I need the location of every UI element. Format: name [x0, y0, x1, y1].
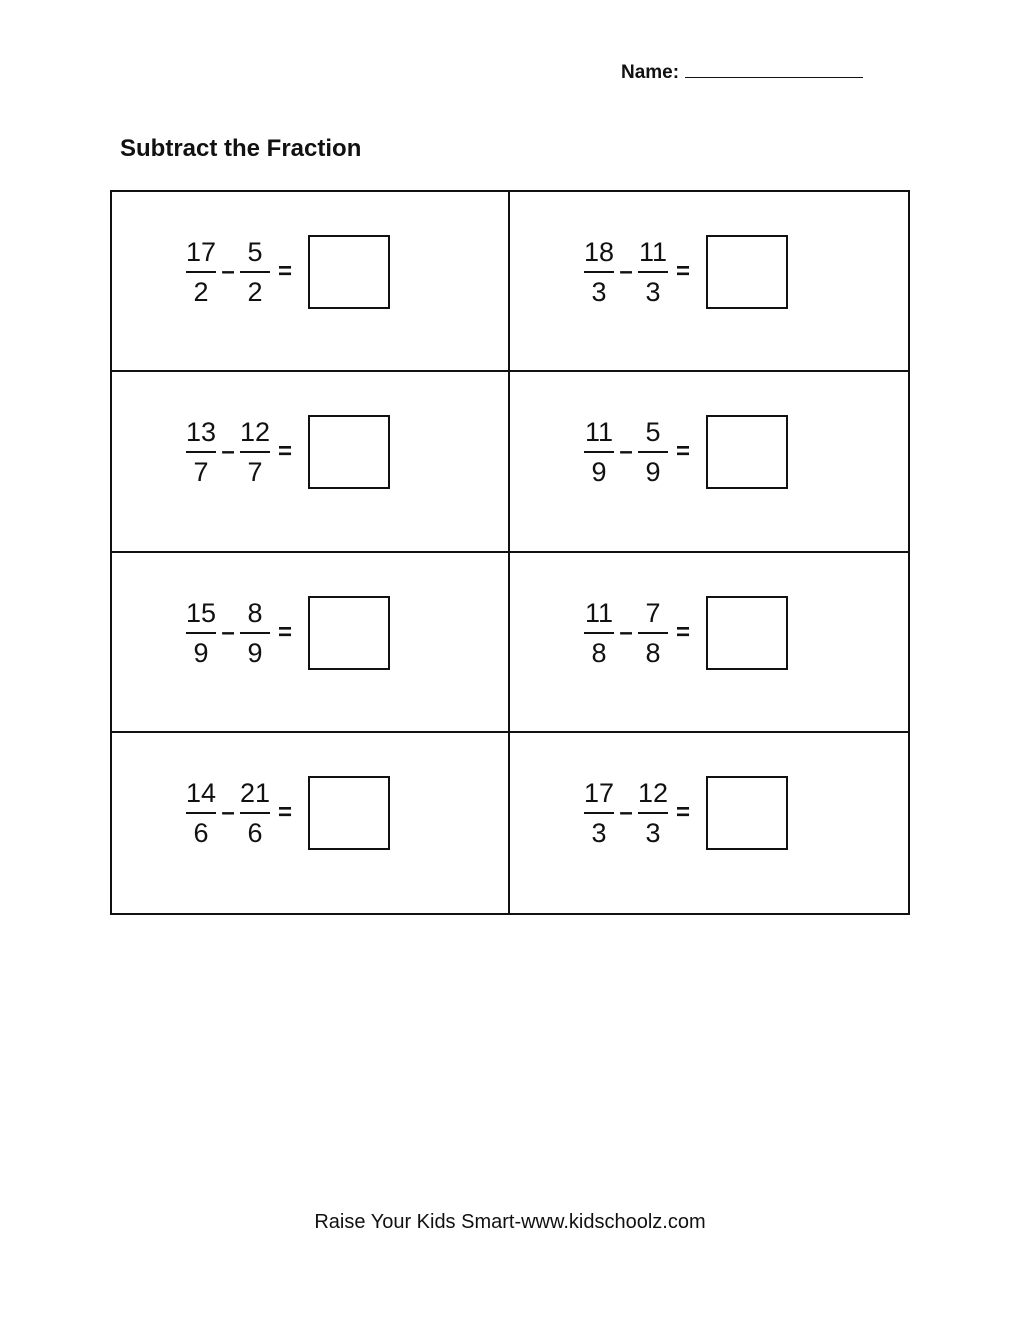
equals-sign: =	[277, 618, 292, 646]
fraction-b	[238, 235, 272, 309]
fraction-b	[636, 596, 670, 670]
denominator: 9	[645, 457, 661, 488]
denominator: 7	[193, 457, 209, 488]
subtraction-expression	[582, 412, 788, 492]
numerator: 17	[186, 235, 216, 273]
numerator: 12	[638, 776, 668, 814]
minus-sign: –	[221, 618, 235, 646]
numerator: 11	[584, 596, 614, 634]
fraction-a	[184, 415, 218, 489]
fraction-b	[238, 596, 272, 670]
answer-box[interactable]	[706, 776, 788, 850]
denominator: 9	[247, 637, 263, 668]
minus-sign: –	[619, 258, 633, 285]
fraction-a	[582, 596, 616, 670]
fraction-b	[636, 415, 670, 489]
subtraction-expression	[184, 773, 390, 853]
numerator: 8	[240, 596, 270, 634]
equals-sign: =	[675, 798, 690, 826]
fraction-b	[238, 776, 272, 850]
minus-sign: –	[619, 438, 633, 466]
numerator: 12	[240, 415, 270, 453]
denominator: 6	[193, 817, 209, 848]
problem-cell	[112, 553, 510, 733]
fraction-a	[582, 235, 616, 309]
fraction-a	[582, 415, 616, 489]
numerator: 11	[584, 415, 614, 453]
minus-sign: –	[221, 258, 235, 285]
answer-box[interactable]	[706, 415, 788, 489]
problem-cell	[112, 192, 510, 372]
fraction-a	[184, 235, 218, 309]
subtraction-expression	[184, 593, 390, 673]
problem-cell	[510, 553, 908, 733]
answer-box[interactable]	[706, 596, 788, 670]
subtraction-expression	[184, 232, 390, 312]
problem-cell	[112, 733, 510, 913]
equals-sign: =	[675, 618, 690, 646]
denominator: 6	[247, 817, 263, 848]
numerator: 21	[240, 776, 270, 814]
numerator: 18	[584, 235, 614, 273]
denominator: 8	[645, 637, 661, 668]
denominator: 2	[247, 277, 263, 307]
fraction-b	[238, 415, 272, 489]
minus-sign: –	[221, 438, 235, 466]
numerator: 15	[186, 596, 216, 634]
denominator: 7	[247, 457, 263, 488]
problem-cell	[510, 192, 908, 372]
equals-sign: =	[277, 258, 292, 285]
answer-box[interactable]	[308, 776, 390, 850]
numerator: 14	[186, 776, 216, 814]
fraction-b	[636, 776, 670, 850]
fraction-a	[184, 596, 218, 670]
answer-box[interactable]	[308, 596, 390, 670]
answer-box[interactable]	[308, 235, 390, 309]
equals-sign: =	[277, 438, 292, 466]
denominator: 2	[193, 277, 209, 307]
equals-sign: =	[277, 798, 292, 826]
problem-grid	[110, 190, 910, 915]
minus-sign: –	[619, 798, 633, 826]
denominator: 3	[645, 817, 661, 848]
numerator: 17	[584, 776, 614, 814]
answer-box[interactable]	[308, 415, 390, 489]
denominator: 3	[591, 817, 607, 848]
fraction-b	[636, 235, 670, 309]
footer-text: Raise Your Kids Smart-www.kidschoolz.com	[314, 1211, 706, 1233]
answer-box[interactable]	[706, 235, 788, 309]
problem-cell	[510, 733, 908, 913]
numerator: 5	[240, 235, 270, 273]
denominator: 9	[193, 637, 209, 668]
equals-sign: =	[675, 258, 690, 285]
problem-cell	[510, 372, 908, 552]
numerator: 7	[638, 596, 668, 634]
equals-sign: =	[675, 438, 690, 466]
name-blank-line[interactable]	[685, 63, 863, 78]
subtraction-expression	[184, 412, 390, 492]
fraction-a	[582, 776, 616, 850]
subtraction-expression	[582, 593, 788, 673]
problem-cell	[112, 372, 510, 552]
numerator: 11	[638, 235, 668, 273]
subtraction-expression	[582, 232, 788, 312]
minus-sign: –	[619, 618, 633, 646]
denominator: 8	[591, 637, 607, 668]
numerator: 5	[638, 415, 668, 453]
numerator: 13	[186, 415, 216, 453]
fraction-a	[184, 776, 218, 850]
worksheet-title: Subtract the Fraction	[120, 135, 362, 162]
denominator: 3	[645, 277, 661, 307]
name-label: Name:	[621, 62, 680, 83]
denominator: 3	[591, 277, 607, 307]
denominator: 9	[591, 457, 607, 488]
name-field[interactable]	[621, 62, 863, 84]
subtraction-expression	[582, 773, 788, 853]
minus-sign: –	[221, 798, 235, 826]
